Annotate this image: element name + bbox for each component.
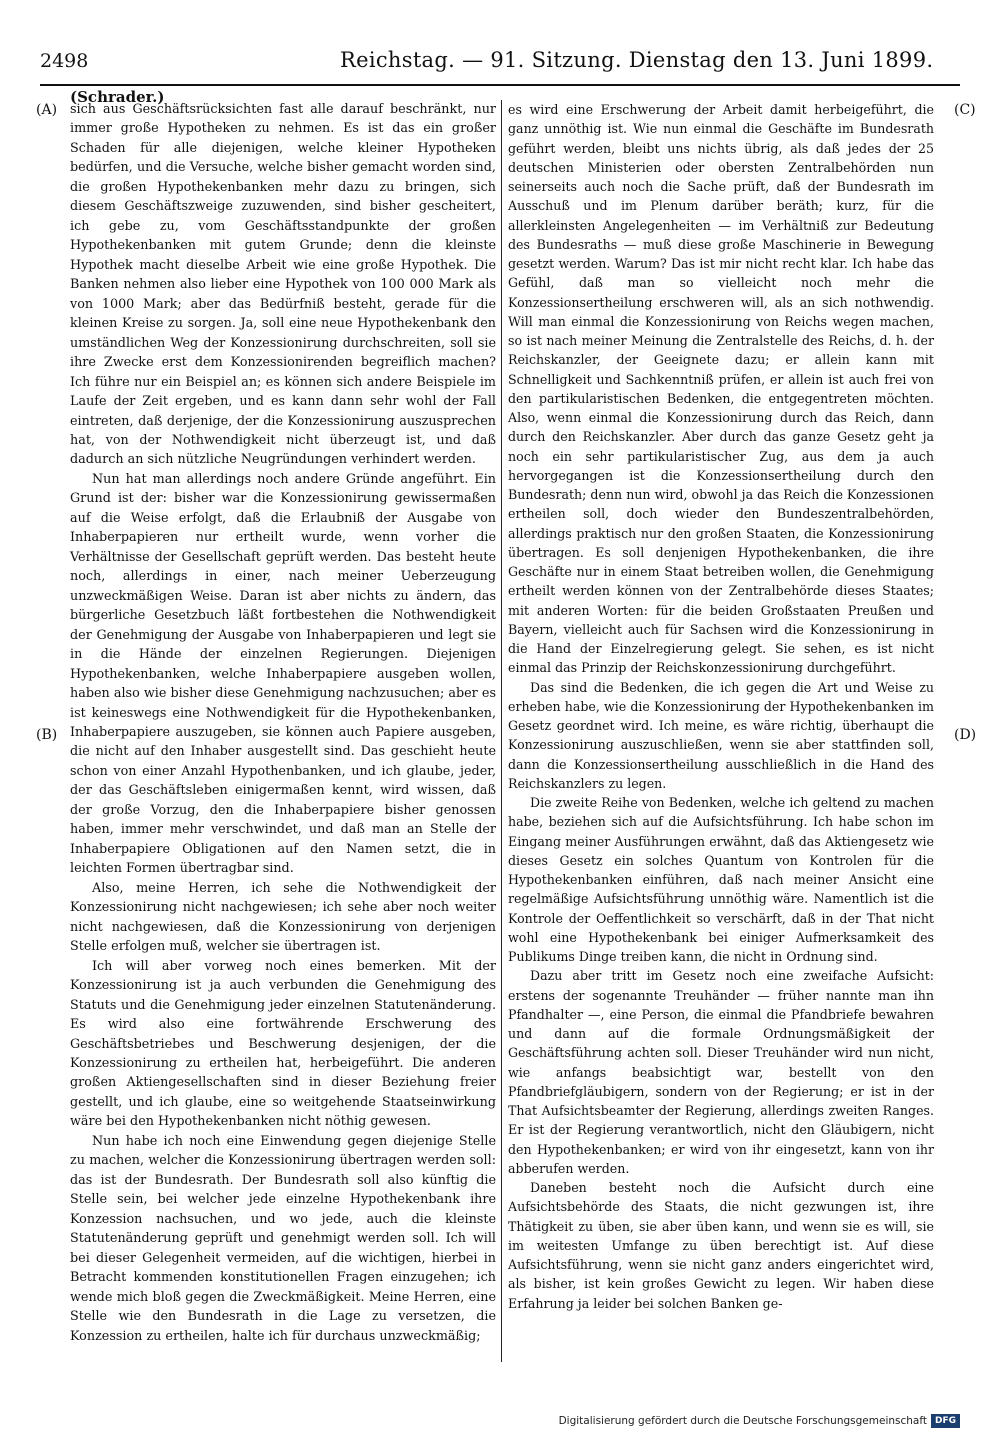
page-number: 2498 <box>40 50 89 72</box>
margin-marker-d: (D) <box>954 727 977 743</box>
margin-marker-c: (C) <box>954 102 976 118</box>
page-footer <box>559 1414 960 1428</box>
header-rule <box>40 84 960 86</box>
paragraph: Ich will aber vorweg noch eines bemerken. Mit der Konzessionirung ist ja auch verbunden die Genehmigung des Statuts und die Genehmigung jeder einzelnen Statutenänderung. Es wird also eine fortwährende Erschwerung des Geschäftsbetriebes und Beschwerung desjenigen, der die Konzessionirung zu ertheilen hat, herbeigeführt. Die anderen großen Aktiengesellschaften sind in dieser Beziehung freier gestellt, und ich glaube, eine so weitgehende Staatseinwirkung wäre bei den Hypothekenbanken nicht nöthig gewesen. <box>70 958 496 1130</box>
right-column <box>508 100 934 1313</box>
paragraph: Nun hat man allerdings noch andere Gründe angeführt. Ein Grund ist der: bisher war die Konzessionirung gewissermaßen auf die Weise erfolgt, daß die Erlaubniß der Ausgabe von Inhaberpapieren nur ertheilt wurde, wenn vorher die Verhältnisse der Gesellschaft geprüft werden. Das besteht heute noch, allerdings in einer, nach meiner Ueberzeugung unzweckmäßigen Weise. Daran ist aber nichts zu ändern, das bürgerliche Gesetzbuch läßt fortbestehen die Nothwendigkeit der Genehmigung der Ausgabe von Inhaberpapieren und legt sie in die Hände der einzelnen Regierungen. Diejenigen Hypothekenbanken, welche Inhaberpapiere ausgeben wollen, haben also wie bisher diese Genehmigung nachzusuchen; aber es ist keineswegs eine Nothwendigkeit für die Hypothekenbanken, Inhaberpapiere auszugeben, sie können auch Papiere ausgeben, die nicht auf den Inhaber ausgestellt sind. Das geschieht heute schon von einer Anzahl Hypothenbanken, und ich glaube, jeder, der das Geschäftsleben einigermaßen kennt, wird wissen, daß der große Vorzug, den die Inhaberpapiere bisher genossen haben, immer mehr verschwindet, und daß man an Stelle der Inhaberpapiere Obligationen auf den Namen setzt, die in leichten Formen übertragbar sind. <box>70 471 496 877</box>
margin-marker-b: (B) <box>36 727 58 743</box>
dfg-logo: DFG <box>931 1414 960 1428</box>
paragraph: sich aus Geschäftsrücksichten fast alle darauf beschränkt, nur immer große Hypotheken zu nehmen. Es ist das ein großer Schaden für alle diejenigen, welche kleiner Hypotheken bedürfen, und die Versuche, welche bisher gemacht worden sind, die großen Hypothekenbanken mehr dazu zu bringen, sich diesem Geschäftszweige zuzuwenden, sind bisher gescheitert, ich gebe zu, vom Geschäftsstandpunkte der großen Hypothekenbanken mit gutem Grunde; denn die kleinste Hypothek macht dieselbe Arbeit wie eine große Hypothek. Die Banken nehmen also lieber eine Hypothek von 100 000 Mark als von 1000 Mark; aber das Bedürfniß besteht, gerade für die kleinen Kreise zu sorgen. Ja, soll eine neue Hypothekenbank den umständlichen Weg der Konzessionirung durchschreiten, soll sie ihre Zwecke erst dem Konzessionirenden begreiflich machen? Ich führe nur ein Beispiel an; es können sich andere Beispiele im Laufe der Zeit ergeben, und es kann dann sehr wohl der Fall eintreten, daß derjenige, der die Konzessionirung auszusprechen hat, von der Nothwendigkeit nicht überzeugt ist, und daß dadurch an sich nützliche Neugründungen verhindert werden. <box>70 102 496 468</box>
paragraph: Das sind die Bedenken, die ich gegen die Art und Weise zu erheben habe, wie die Konzessionirung der Hypothekenbanken im Gesetz geordnet wird. Ich meine, es wäre richtig, überhaupt die Konzessionirung auszuschließen, wenn sie aber stattfinden soll, dann die Konzessionsertheilung ausschließlich in die Hand des Reichskanzlers zu legen. <box>508 679 934 791</box>
paragraph: Dazu aber tritt im Gesetz noch eine zweifache Aufsicht: erstens der sogenannte Treuhänder — früher nannte man ihn Pfandhalter —, eine Person, die einmal die Pfandbriefe bewahren und dann auf die formale Ordnungsmäßigkeit der Geschäftsführung achten soll. Dieser Treuhänder wird nun nicht, wie anfangs beabsichtigt war, bestellt von den Pfandbriefgläubigern, sondern von der Regierung; er ist in der That Aufsichtsbeamter der Regierung, allerdings zweiten Ranges. Er ist der Regierung verantwortlich, nicht den Gläubigern, nicht den Hypothekenbanken; er wird von ihr eingesetzt, kann von ihr abberufen werden. <box>508 968 934 1176</box>
digitization-credit: Digitalisierung gefördert durch die Deutsche Forschungsgemeinschaft <box>558 1415 927 1427</box>
running-title: Reichstag. — 91. Sitzung. Dienstag den 13. Juni 1899. <box>340 48 934 72</box>
speaker-label: (Schrader.) <box>70 88 165 106</box>
column-divider <box>501 100 502 1362</box>
paragraph: Also, meine Herren, ich sehe die Nothwendigkeit der Konzessionirung nicht nachgewiesen; ich sehe aber noch weiter nicht nachgewiesen, daß die Konzessionirung von derjenigen Stelle erfolgen muß, welcher sie übertragen ist. <box>70 880 496 955</box>
paragraph: Daneben besteht noch die Aufsicht durch eine Aufsichtsbehörde des Staats, die nicht gezwungen ist, ihre Thätigkeit zu üben, sie aber üben kann, und wenn sie es will, sie im weitesten Umfange zu üben berechtigt ist. Auf diese Aufsichtsführung, wenn sie nicht ganz anders eingerichtet wird, als bisher, ist kein großes Gewicht zu legen. Wir haben diese Erfahrung ja leider bei solchen Banken ge- <box>508 1180 934 1311</box>
paragraph: es wird eine Erschwerung der Arbeit damit herbeigeführt, die ganz unnöthig ist. Wie nun einmal die Geschäfte im Bundesrath geführt werden, bleibt uns nichts übrig, als daß jedes der 25 deutschen Ministerien oder obersten Zentralbehörden nun seinerseits auch noch die Sache prüft, daß der Bundesrath im Ausschuß und im Plenum darüber beräth; kurz, für die allerkleinsten Angelegenheiten — im Verhältniß zur Bedeutung des Bundesraths — muß diese große Maschinerie in Bewegung gesetzt werden. Warum? Das ist mir nicht recht klar. Ich habe das Gefühl, daß man so vielleicht noch mehr die Konzessionsertheilung erschweren will, als an sich nothwendig. Will man einmal die Konzessionirung von Reichs wegen machen, so ist nach meiner Meinung die Zentralstelle des Reichs, d. h. der Reichskanzler, der Geeignete dazu; er allein kann mit Schnelligkeit und Sachkenntniß prüfen, er allein ist auch frei von den partikularistischen Bedenken, die entgegentreten möchten. Also, wenn einmal die Konzessionirung durch das Reich, dann durch den Reichskanzler. Aber durch das ganze Gesetz geht ja noch ein sehr partikularistischer Zug, aus dem ja auch hervorgegangen ist die Konzessionsertheilung durch den Bundesrath; denn nun wird, obwohl ja das Reich die Konzessionen ertheilen soll, doch wieder den Bundeszentralbehörden, allerdings praktisch nur den großen Staaten, die Konzessionirung übertragen. Es soll denjenigen Hypothekenbanken, die ihre Geschäfte nur in einem Staat betreiben wollen, die Genehmigung ertheilt werden können von der Zentralbehörde dieses Staates; mit anderen Worten: für die beiden Großstaaten Preußen und Bayern, vielleicht auch für Sachsen wird die Konzessionirung in die Hand der Einzelregierung gelegt. Sie sehen, es ist nicht einmal das Prinzip der Reichskonzessionirung durchgeführt. <box>508 102 934 676</box>
margin-marker-a: (A) <box>36 102 58 118</box>
paragraph: Die zweite Reihe von Bedenken, welche ich geltend zu machen habe, beziehen sich auf die Aufsichtsführung. Ich habe schon im Eingang meiner Ausführungen erwähnt, daß das Aktiengesetz wie dieses Gesetz ein solches Quantum von Kontrolen für die Hypothekenbanken einführen, daß nach meiner Ansicht eine regelmäßige Aufsichtsführung unnöthig wäre. Namentlich ist die Kontrole der Oeffentlichkeit so verschärft, daß in der That nicht wohl eine Hypothekenbank bei einiger Aufmerksamkeit des Publikums Dinge treiben kann, die nicht in Ordnung sind. <box>508 795 934 964</box>
paragraph: Nun habe ich noch eine Einwendung gegen diejenige Stelle zu machen, welcher die Konzessionirung übertragen werden soll: das ist der Bundesrath. Der Bundesrath soll also künftig die Stelle sein, bei welcher jede einzelne Hypothekenbank ihre Konzession nachsuchen, und wo jede, auch die kleinste Statutenänderung geprüft und genehmigt werden soll. Ich will bei dieser Gelegenheit vermeiden, auf die wichtigen, hierbei in Betracht kommenden konstitutionellen Fragen einzugehen; ich wende mich bloß gegen die Zweckmäßigkeit. Meine Herren, eine Stelle wie den Bundesrath in die Lage zu versetzen, die Konzession zu ertheilen, halte ich für durchaus unzweckmäßig; <box>70 1133 496 1344</box>
left-column <box>70 100 496 1346</box>
page-header <box>40 44 960 80</box>
